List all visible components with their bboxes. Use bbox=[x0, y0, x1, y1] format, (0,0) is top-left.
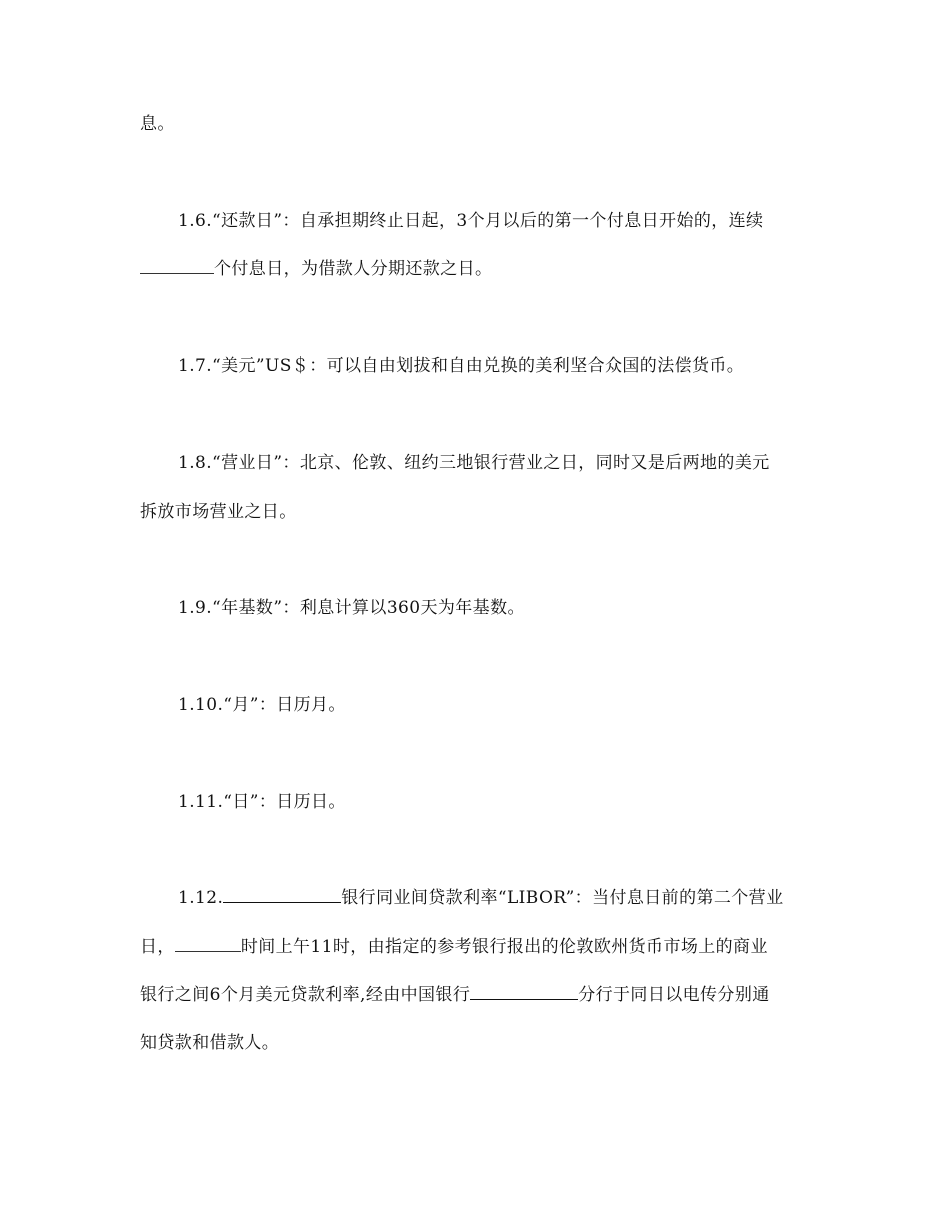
clause-1-8-line-1 bbox=[178, 453, 770, 473]
paragraph-text: 知贷款和借款人。 bbox=[140, 1033, 280, 1053]
paragraph-text: 息。 bbox=[140, 114, 175, 134]
clause-1-7 bbox=[178, 356, 744, 376]
clause-1-6-line-2 bbox=[140, 259, 492, 279]
clause-1-9 bbox=[178, 598, 525, 618]
clause-1-8-line-2 bbox=[140, 502, 297, 522]
paragraph-text: 银行之间6个月美元贷款利率,经由中国银行 bbox=[140, 985, 471, 1005]
paragraph-text: 分行于同日以电传分别通 bbox=[578, 985, 770, 1005]
clause-1-10 bbox=[178, 695, 346, 715]
paragraph-text: 日， bbox=[140, 937, 175, 957]
paragraph-text: 个付息日，为借款人分期还款之日。 bbox=[214, 259, 493, 279]
clause-number: 1.12. bbox=[178, 888, 224, 908]
paragraph-text: 时间上午11时，由指定的参考银行报出的伦敦欧州货币市场上的商业 bbox=[240, 937, 768, 957]
clause-1-12-line-4 bbox=[140, 1033, 279, 1053]
clause-1-12-line-3 bbox=[140, 985, 770, 1005]
paragraph-text: 1.6.“还款日”：自承担期终止日起，3个月以后的第一个付息日开始的，连续 bbox=[178, 211, 764, 231]
fill-in-blank bbox=[140, 259, 214, 274]
clause-1-6-line-1 bbox=[178, 211, 763, 231]
paragraph-text: 1.8.“营业日”：北京、伦敦、纽约三地银行营业之日，同时又是后两地的美元 bbox=[178, 453, 770, 473]
paragraph-text: 1.7.“美元”US＄：可以自由划拔和自由兑换的美利坚合众国的法偿货币。 bbox=[178, 356, 745, 376]
fill-in-blank bbox=[223, 888, 341, 903]
clause-1-12-line-2 bbox=[140, 937, 768, 957]
paragraph-text: 拆放市场营业之日。 bbox=[140, 502, 297, 522]
clause-1-12-line-1 bbox=[178, 888, 783, 908]
text-line bbox=[140, 114, 175, 134]
fill-in-blank bbox=[175, 937, 241, 952]
fill-in-blank bbox=[470, 985, 578, 1000]
clause-1-11 bbox=[178, 792, 346, 812]
paragraph-text: 1.10.“月”：日历月。 bbox=[178, 695, 346, 715]
paragraph-text: 1.11.“日”：日历日。 bbox=[178, 792, 346, 812]
paragraph-text: 银行同业间贷款利率“LIBOR”：当付息日前的第二个营业 bbox=[341, 888, 784, 908]
paragraph-text: 1.9.“年基数”：利息计算以360天为年基数。 bbox=[178, 598, 525, 618]
